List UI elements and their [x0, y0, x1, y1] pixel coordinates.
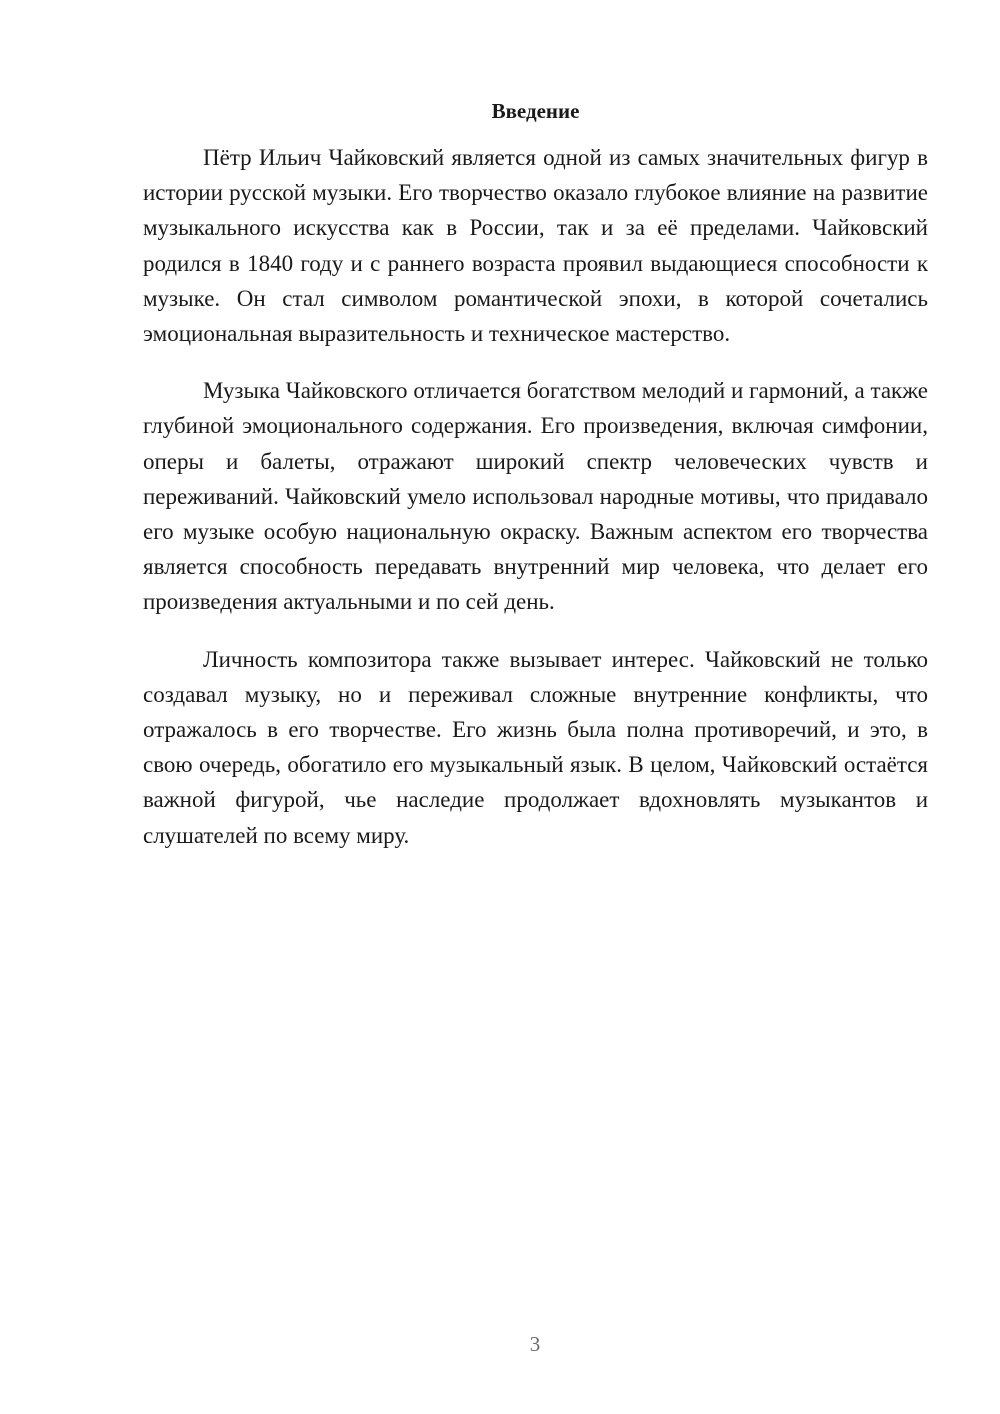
paragraph-3: Личность композитора также вызывает интерес. Чайковский не только создавал музыку, но и переживал сложные внутренние конфликты, что отражалось в его творчестве. Его жизнь была полна противоречий, и это, в свою очередь, обогатило его музыкальный язык. В целом, Чайковский остаётся важной фигурой, чье наследие продолжает вдохновлять музыкантов и слушателей по всему миру.	[143, 646, 928, 848]
document-body	[143, 140, 928, 875]
section-heading: Введение	[491, 99, 580, 123]
page-number: 3	[529, 1332, 541, 1356]
paragraph-1: Пётр Ильич Чайковский является одной из самых значительных фигур в истории русской музыки. Его творчество оказало глубокое влияние на развитие музыкального искусства как в России, так и за её пределами. Чайковский родился в 1840 году и с раннего возраста проявил выдающиеся способности к музыке. Он стал символом романтической эпохи, в которой сочетались эмоциональная выразительность и техническое мастерство.	[143, 145, 928, 347]
paragraph-2: Музыка Чайковского отличается богатством мелодий и гармоний, а также глубиной эмоционального содержания. Его произведения, включая симфонии, оперы и балеты, отражают широкий спектр человеческих чувств и переживаний. Чайковский умело использовал народные мотивы, что придавало его музыке особую национальную окраску. Важным аспектом его творчества является способность передавать внутренний мир человека, что делает его произведения актуальными и по сей день.	[143, 378, 928, 615]
